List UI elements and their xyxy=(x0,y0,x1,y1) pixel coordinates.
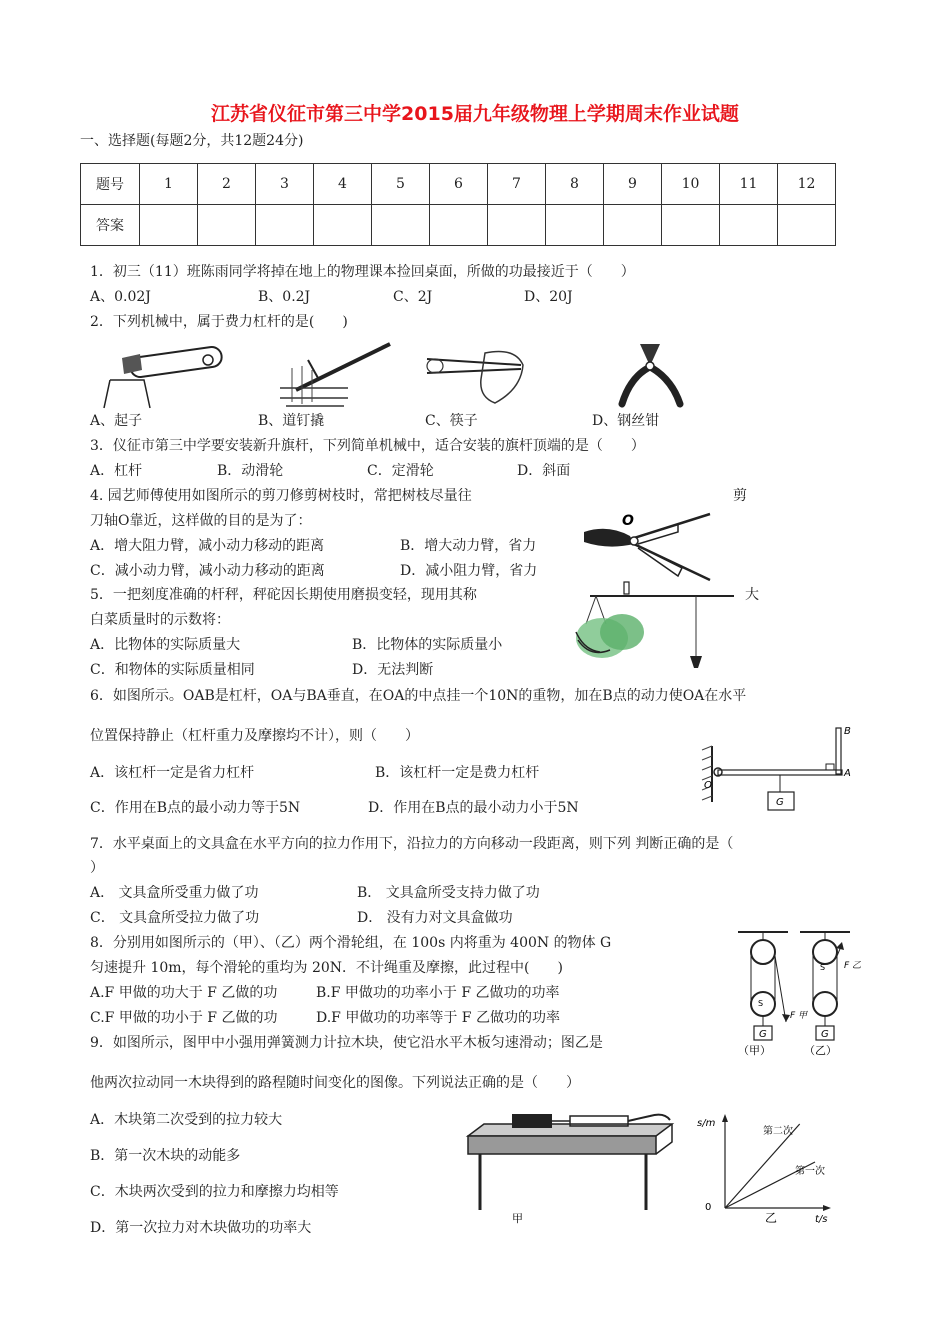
force-f-jia-label: F 甲 xyxy=(790,1011,808,1021)
q4-stem-line1-end: 剪 xyxy=(733,488,747,504)
q1-option-c: C、2J xyxy=(393,289,433,305)
q2-option-c: C、筷子 xyxy=(425,413,478,429)
lever-oab-figure xyxy=(698,722,858,822)
distance-time-chart xyxy=(695,1110,845,1225)
answer-cell[interactable] xyxy=(720,205,778,246)
point-a-label: A xyxy=(844,768,851,779)
q5-option-d: D．无法判断 xyxy=(352,662,434,678)
question-number: 7 xyxy=(488,164,546,205)
q6-stem-line1: 6．如图所示。OAB是杠杆，OA与BA垂直，在OA的中点挂一个10N的重物，加在B点的动力使OA在水平 xyxy=(90,688,747,704)
question-number: 10 xyxy=(662,164,720,205)
steelyard-figure xyxy=(570,580,740,675)
q2-option-a: A、起子 xyxy=(90,413,143,429)
spike-pry-figure xyxy=(278,340,408,410)
answer-cell[interactable] xyxy=(546,205,604,246)
series-label-second: 第二次 xyxy=(763,1126,793,1137)
shears-pivot-label: O xyxy=(622,513,634,529)
answer-cell[interactable] xyxy=(314,205,372,246)
q8-option-a: A.F 甲做的功大于 F 乙做的功 xyxy=(90,985,278,1001)
q8-option-d: D.F 甲做功的功率等于 F 乙做功的功率 xyxy=(316,1010,560,1026)
point-b-label: B xyxy=(844,726,851,737)
q7-option-d: D． 没有力对文具盒做功 xyxy=(357,910,513,926)
q4-option-d: D．减小阻力臂，省力 xyxy=(400,563,538,579)
chart-x-axis-arrow xyxy=(823,1205,831,1211)
pulley-yi-caption: （乙） xyxy=(804,1044,837,1057)
question-number: 12 xyxy=(778,164,836,205)
row-label-answer: 答案 xyxy=(81,205,140,246)
question-number: 9 xyxy=(604,164,662,205)
answer-cell[interactable] xyxy=(256,205,314,246)
q6-option-b: B．该杠杆一定是费力杠杆 xyxy=(375,765,540,781)
chart-y-label: s/m xyxy=(697,1118,716,1129)
q7-option-b: B． 文具盒所受支持力做了功 xyxy=(357,885,540,901)
q1-option-b: B、0.2J xyxy=(258,289,311,305)
answer-cell[interactable] xyxy=(604,205,662,246)
chart-origin-label: 0 xyxy=(705,1202,712,1213)
weight-g-yi-label: G xyxy=(821,1029,829,1040)
q8-option-c: C.F 甲做的功小于 F 乙做的功 xyxy=(90,1010,278,1026)
weight-g-label: G xyxy=(776,797,784,808)
q7-stem-line2: ） xyxy=(90,860,104,876)
question-number: 2 xyxy=(198,164,256,205)
q5-option-b: B．比物体的实际质量小 xyxy=(352,637,503,653)
q3-stem: 3．仪征市第三中学要安装新升旗杆，下列简单机械中，适合安装的旗杆顶端的是（ ） xyxy=(90,438,645,454)
q2-stem: 2．下列机械中，属于费力杠杆的是( ) xyxy=(90,314,348,330)
question-number: 3 xyxy=(256,164,314,205)
bottle-opener-figure xyxy=(100,340,230,410)
pulley-s-label-yi: S xyxy=(820,963,826,972)
q2-option-d: D、钢丝钳 xyxy=(592,413,660,429)
q5-stem-line1: 5．一把刻度准确的杆秤，秤砣因长期使用磨损变轻，现用其称 xyxy=(90,587,477,603)
q8-stem-line2: 匀速提升 10m，每个滑轮的重均为 20N．不计绳重及摩擦，此过程中( ) xyxy=(90,960,563,976)
q1-option-d: D、20J xyxy=(524,289,573,305)
q6-option-c: C．作用在B点的最小动力等于5N xyxy=(90,800,301,816)
force-f-yi-label: F 乙 xyxy=(844,961,862,971)
q9-stem-line2: 他两次拉动同一木块得到的路程随时间变化的图像。下列说法正确的是（ ） xyxy=(90,1075,580,1091)
q3-option-c: C．定滑轮 xyxy=(367,463,434,479)
section-heading: 一、选择题(每题2分，共12题24分) xyxy=(80,133,304,149)
q9-option-b: B．第一次木块的动能多 xyxy=(90,1148,241,1164)
answer-cell[interactable] xyxy=(488,205,546,246)
q5-stem-line2: 白菜质量时的示数将： xyxy=(90,612,230,628)
q4-option-c: C．减小动力臂，减小动力移动的距离 xyxy=(90,563,325,579)
q3-option-b: B．动滑轮 xyxy=(217,463,284,479)
q7-stem-line1: 7．水平桌面上的文具盒在水平方向的拉力作用下，沿拉力的方向移动一段距离，则下列 判断正确的是（ xyxy=(90,836,734,852)
answer-cell[interactable] xyxy=(430,205,488,246)
answer-cell[interactable] xyxy=(662,205,720,246)
q1-stem: 1．初三（11）班陈雨同学将掉在地上的物理课本捡回桌面，所做的功最接近于（ ） xyxy=(90,264,635,280)
q4-stem-line1: 4. 园艺师傅使用如图所示的剪刀修剪树枝时，常把树枝尽量往 xyxy=(90,488,472,504)
answer-cell[interactable] xyxy=(372,205,430,246)
q5-stem-line1-end: 大 xyxy=(745,587,759,603)
page-title: 江苏省仪征市第三中学2015届九年级物理上学期周末作业试题 xyxy=(211,103,739,125)
point-o-label: O xyxy=(704,780,712,791)
q5-option-a: A．比物体的实际质量大 xyxy=(90,637,241,653)
figure-jia-caption: 甲 xyxy=(512,1212,523,1225)
q7-option-a: A． 文具盒所受重力做了功 xyxy=(90,885,259,901)
q6-stem-line2: 位置保持静止（杠杆重力及摩擦均不计），则（ ） xyxy=(90,728,419,744)
q5-option-c: C．和物体的实际质量相同 xyxy=(90,662,255,678)
q3-option-a: A．杠杆 xyxy=(90,463,143,479)
series-label-first: 第一次 xyxy=(795,1166,825,1177)
question-number: 6 xyxy=(430,164,488,205)
chart-x-label: t/s xyxy=(815,1214,828,1225)
q6-option-d: D．作用在B点的最小动力小于5N xyxy=(368,800,579,816)
question-number: 8 xyxy=(546,164,604,205)
question-number: 1 xyxy=(140,164,198,205)
chart-y-axis-arrow xyxy=(722,1114,728,1122)
pulley-systems-figure xyxy=(730,928,870,1063)
chart-title: 乙 xyxy=(765,1211,778,1225)
shears-figure xyxy=(578,510,718,585)
q7-option-c: C． 文具盒所受拉力做了功 xyxy=(90,910,260,926)
question-number: 5 xyxy=(372,164,430,205)
question-number: 11 xyxy=(720,164,778,205)
q9-stem-line1: 9．如图所示，图甲中小强用弹簧测力计拉木块，使它沿水平木板匀速滑动；图乙是 xyxy=(90,1035,603,1051)
question-number: 4 xyxy=(314,164,372,205)
row-label-number: 题号 xyxy=(81,164,140,205)
q6-option-a: A．该杠杆一定是省力杠杆 xyxy=(90,765,255,781)
q4-option-b: B．增大动力臂，省力 xyxy=(400,538,537,554)
answer-table xyxy=(80,163,836,246)
q9-option-a: A．木块第二次受到的拉力较大 xyxy=(90,1112,283,1128)
answer-cell[interactable] xyxy=(778,205,836,246)
weight-g-jia-label: G xyxy=(759,1029,767,1040)
answer-cell[interactable] xyxy=(140,205,198,246)
q2-option-b: B、道钉撬 xyxy=(258,413,325,429)
pulley-jia-caption: （甲） xyxy=(738,1044,771,1057)
q3-option-d: D．斜面 xyxy=(517,463,571,479)
q8-option-b: B.F 甲做功的功率小于 F 乙做功的功率 xyxy=(316,985,560,1001)
q4-option-a: A．增大阻力臂，减小动力移动的距离 xyxy=(90,538,325,554)
q4-stem-line2: 刀轴O靠近，这样做的目的是为了： xyxy=(90,513,312,529)
chopsticks-figure xyxy=(425,345,525,407)
q1-option-a: A、0.02J xyxy=(90,289,151,305)
pliers-figure xyxy=(610,338,690,410)
q9-option-d: D．第一次拉力对木块做功的功率大 xyxy=(90,1220,312,1236)
answer-cell[interactable] xyxy=(198,205,256,246)
q9-option-c: C．木块两次受到的拉力和摩擦力均相等 xyxy=(90,1184,339,1200)
pulley-s-label-jia: S xyxy=(758,999,764,1008)
spring-scale-figure xyxy=(460,1110,680,1225)
q8-stem-line1: 8．分别用如图所示的（甲）、（乙）两个滑轮组，在 100s 内将重为 400N 的物体 G xyxy=(90,935,612,951)
